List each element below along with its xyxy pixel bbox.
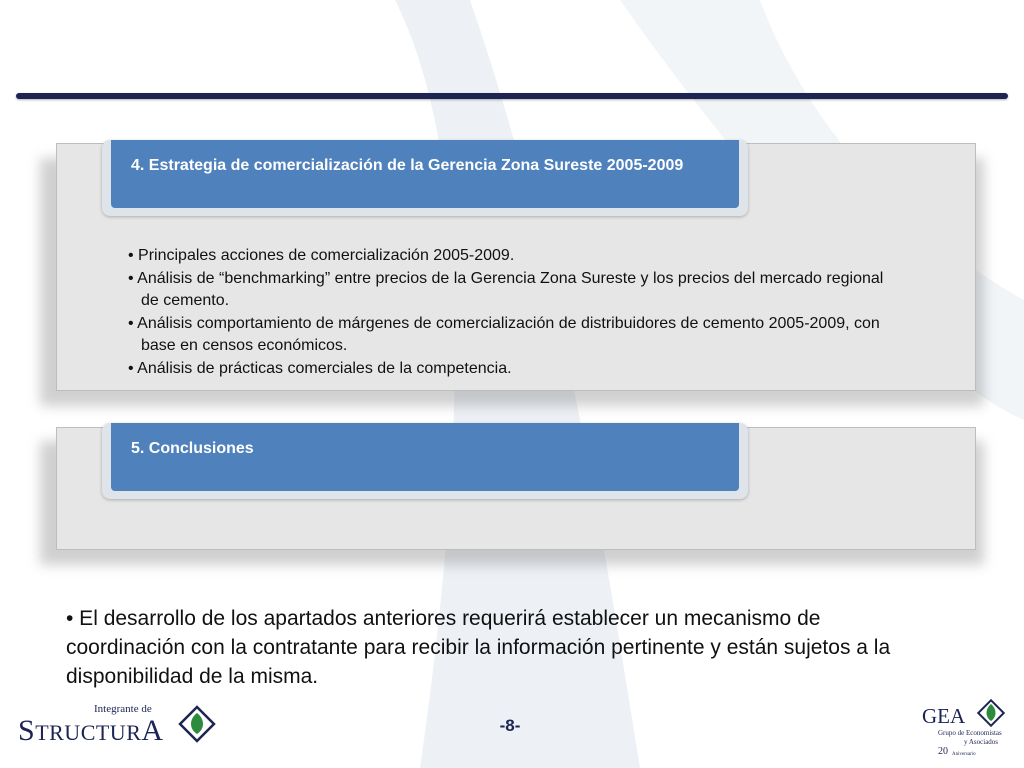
section-4-header — [102, 140, 748, 216]
diamond-leaf-icon — [976, 698, 1006, 728]
page-number: -8- — [499, 716, 521, 735]
header-rule — [16, 93, 1008, 99]
section-4-bullet-list — [128, 245, 898, 381]
structura-wordmark: STRUCTURA — [18, 714, 164, 747]
list-item: • Análisis de prácticas comerciales de la competencia. — [128, 358, 898, 380]
section-4-title: 4. Estrategia de comercialización de la Gerencia Zona Sureste 2005-2009 — [111, 140, 739, 208]
gea-subtitle: Grupo de Economistas — [938, 729, 1002, 737]
gea-subtitle-2: y Asociados — [964, 738, 999, 746]
gea-logo — [918, 696, 1018, 762]
list-item: • Análisis comportamiento de márgenes de comercialización de distribuidores de cemento 2005-2009, con base en censos económicos. — [128, 313, 898, 357]
structura-logo — [18, 700, 228, 750]
diamond-leaf-icon — [178, 705, 216, 743]
list-item: • Análisis de “benchmarking” entre precios de la Gerencia Zona Sureste y los precios del mercado regional de cemento. — [128, 268, 898, 312]
anniversary-word: Aniversario — [952, 752, 976, 757]
section-5-header — [102, 423, 748, 499]
anniversary-mark: 20 — [938, 746, 948, 757]
logo-caption: Integrante de — [94, 703, 152, 715]
section-5-title: 5. Conclusiones — [111, 423, 739, 491]
gea-wordmark: GEA — [922, 704, 966, 728]
closing-note: • El desarrollo de los apartados anteriores requerirá establecer un mecanismo de coordinación con la contratante para recibir la información pertinente y están sujetos a la disponibilidad de la misma. — [66, 607, 891, 688]
list-item: • Principales acciones de comercialización 2005-2009. — [128, 245, 898, 267]
